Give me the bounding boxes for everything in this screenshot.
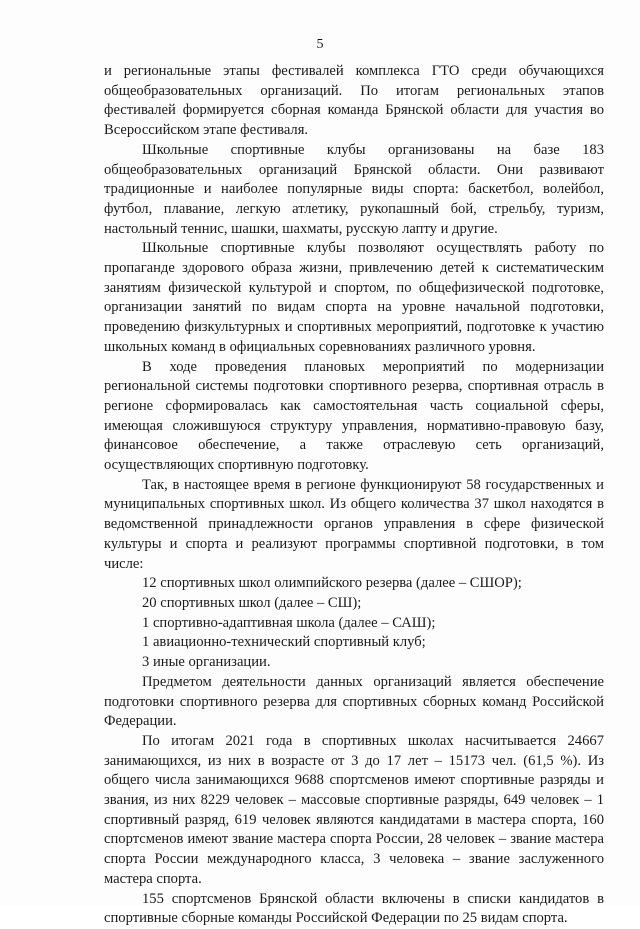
list-item: 3 иные организации. [142, 654, 271, 671]
paragraph-national-team-candidates: 155 спортсменов Брянской области включены в списки кандидатов в спортивные сборные команды Российской Федерации по 25 видам спорта. [104, 890, 604, 927]
list-item: 20 спортивных школ (далее – СШ); [142, 594, 362, 611]
list-item: 12 спортивных школ олимпийского резерва (далее – СШОР); [142, 575, 522, 592]
paragraph-sports-schools: Так, в настоящее время в регионе функционируют 58 государственных и муниципальных спортивных школ. Из общего количества 37 школ находятся в ведомственной принадлежности органов управления в сфере физической культуры и спорта и реализуют программы спортивной подготовки, в том числе: [104, 476, 604, 572]
list-item: 1 спортивно-адаптивная школа (далее – САШ); [142, 614, 436, 631]
paragraph-2021-statistics: По итогам 2021 года в спортивных школах насчитывается 24667 занимающихся, из них в возрасте от 3 до 17 лет – 15173 чел. (61,5 %). Из общего числа занимающихся 9688 спортсменов имеют спортивные разряды и звания, из них 8229 человек – массовые спортивные разряды, 649 человек – 1 спортивный разряд, 619 человек являются кандидатами в мастера спорта, 160 спортсменов имеют звание мастера спорта России, 28 человек – звание мастера спорта России международного класса, 3 человека – звание заслуженного мастера спорта. [104, 732, 604, 887]
document-body [104, 62, 604, 929]
paragraph-school-clubs: Школьные спортивные клубы организованы на базе 183 общеобразовательных организаций Брянской области. Они развивают традиционные и наиболее популярные виды спорта: баскетбол, волейбол, футбол, плавание, легкую атлетику, рукопашный бой, стрельбу, туризм, настольный теннис, шашки, шахматы, русскую лапту и другие. [104, 141, 604, 237]
paragraph-modernization: В ходе проведения плановых мероприятий по модернизации региональной системы подготовки спортивного резерва, спортивная отрасль в регионе сформировалась как самостоятельная часть социальной сферы, имеющая сложившуюся структуру управления, нормативно-правовую базу, финансовое обеспечение, а также отраслевую сеть организаций, осуществляющих спортивную подготовку. [104, 358, 604, 474]
paragraph-gto-festivals: и региональные этапы фестивалей комплекса ГТО среди обучающихся общеобразовательных организаций. По итогам региональных этапов фестивалей формируется сборная команда Брянской области для участия во Всероссийском этапе фестиваля. [104, 63, 604, 139]
page-number: 5 [316, 37, 324, 52]
list-item: 1 авиационно-технический спортивный клуб; [142, 634, 426, 651]
paragraph-organizations-purpose: Предметом деятельности данных организаций является обеспечение подготовки спортивного резерва для спортивных сборных команд Российской Федерации. [104, 673, 604, 730]
paragraph-clubs-activities: Школьные спортивные клубы позволяют осуществлять работу по пропаганде здорового образа жизни, привлечению детей к систематическим занятиям физической культурой и спортом, по общефизической подготовке, организации занятий по видам спорта на уровне начальной подготовки, проведению физкультурных и спортивных мероприятий, подготовке к участию школьных команд в официальных соревнованиях различного уровня. [104, 240, 604, 355]
